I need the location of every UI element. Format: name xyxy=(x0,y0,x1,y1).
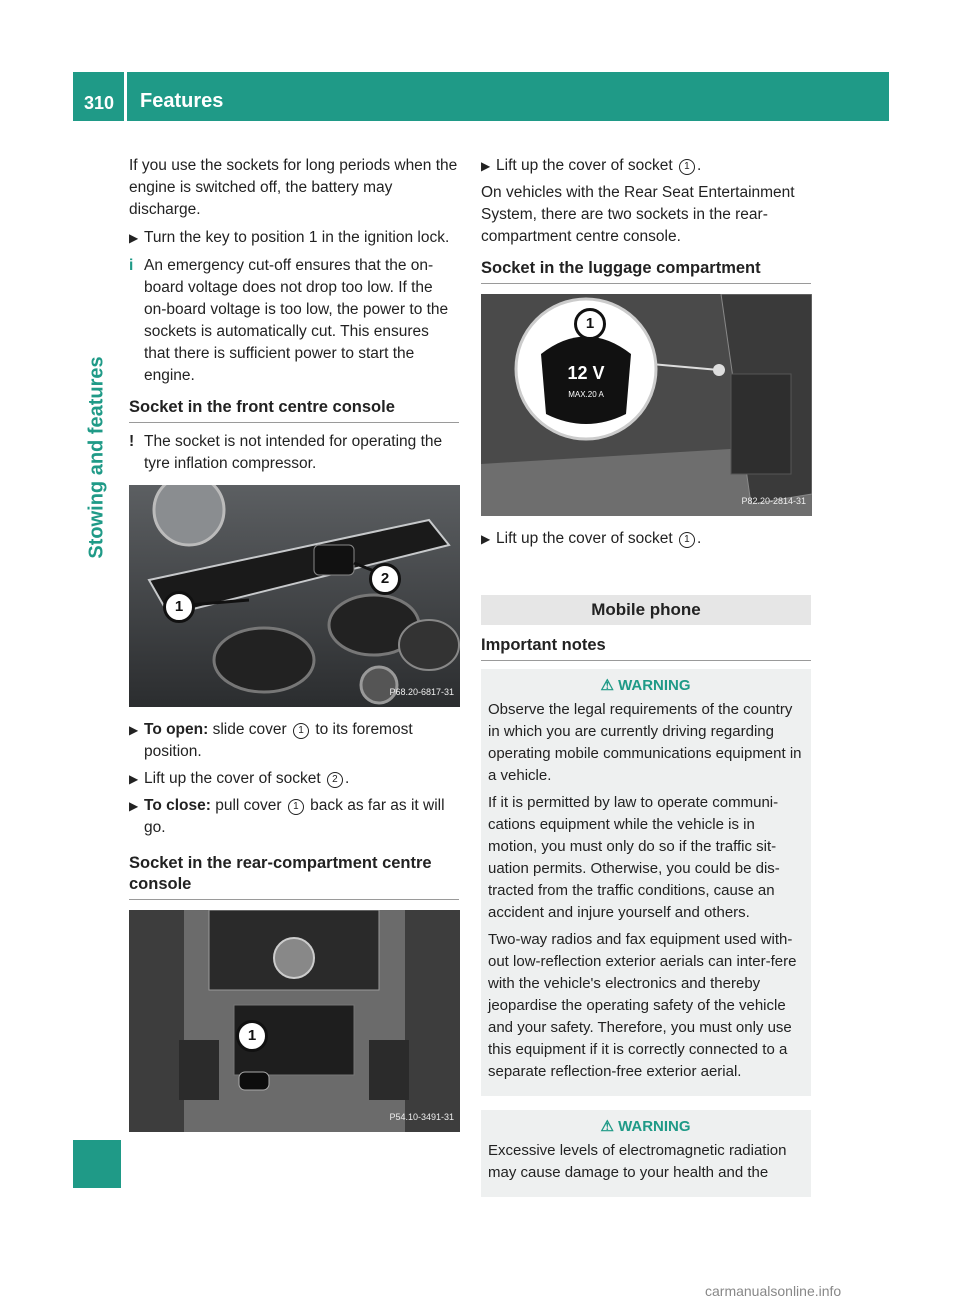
step-close-text2: back as far as it will go. xyxy=(144,797,445,836)
footer-url: carmanualsonline.info xyxy=(705,1283,842,1299)
callout-1: 1 xyxy=(236,1020,268,1052)
warning-paragraph: If it is permitted by law to operate communi-cations equipment while the vehicle is in motion, you must only do so if the traffic sit-uation permits. Otherwise, you could be dis-tracted from the traffic conditions, cause an accident and injure yourself and others. xyxy=(488,794,780,921)
step-arrow-icon: ▶ xyxy=(481,159,491,173)
circled-1-icon: 1 xyxy=(288,799,304,815)
header-divider xyxy=(124,72,127,121)
circled-1-icon: 1 xyxy=(679,532,695,548)
step-lift-socket-1-bottom: ▶ Lift up the cover of socket 1 . xyxy=(481,528,811,550)
circled-1-icon: 1 xyxy=(679,159,695,175)
step-close-label: To close: xyxy=(144,797,211,814)
step-open-text2: to its foremost position. xyxy=(144,721,413,760)
step-open-label: To open: xyxy=(144,721,209,738)
step-arrow-icon: ▶ xyxy=(129,723,139,737)
info-note-text: An emergency cut-off ensures that the on-board voltage does not drop too low. If the on-board voltage is too low, the power to the sockets is automatically cut. This ensures that there is sufficient power to start the engine. xyxy=(144,257,449,384)
step-lift-text: Lift up the cover of socket xyxy=(144,770,321,787)
warning-title xyxy=(488,1116,803,1138)
warning-paragraph: Observe the legal requirements of the country in which you are currently driving regarding operating mobile communications equipment in a vehicle. xyxy=(488,701,802,784)
step-turn-key xyxy=(129,227,459,249)
luggage-illustration xyxy=(481,294,812,516)
step-lift-socket-1-top: ▶ Lift up the cover of socket 1 . xyxy=(481,155,811,177)
warning-box-1 xyxy=(481,669,811,1096)
callout-1: 1 xyxy=(574,308,606,340)
heading-rear-console: Socket in the rear-compartment centre console xyxy=(129,853,459,900)
step-arrow-icon: ▶ xyxy=(129,799,139,813)
step-close-text: pull cover xyxy=(215,797,282,814)
warning-triangle-icon: ⚠ xyxy=(600,677,614,694)
figure-code: P54.10-3491-31 xyxy=(389,1112,454,1122)
figure-code: P68.20-6817-31 xyxy=(389,687,454,697)
rse-text: On vehicles with the Rear Seat Entertainment System, there are two sockets in the rear-compartment centre console. xyxy=(481,184,795,245)
warning-triangle-icon: ⚠ xyxy=(600,1118,614,1135)
step-lift-socket-2: ▶ Lift up the cover of socket 2 . xyxy=(129,768,459,790)
caution-note xyxy=(129,431,459,475)
step-arrow-icon: ▶ xyxy=(129,231,139,245)
warning-title-text: WARNING xyxy=(618,1118,691,1135)
heading-important-notes: Important notes xyxy=(481,635,811,661)
step-text: Turn the key to position 1 in the ignition lock. xyxy=(144,229,450,246)
figure-rear-console xyxy=(129,910,460,1132)
socket-sublabel: MAX.20 A xyxy=(568,390,604,399)
heading-front-console: Socket in the front centre console xyxy=(129,397,459,423)
socket-label: 12 V xyxy=(567,363,605,383)
info-icon: i xyxy=(129,257,134,274)
step-lift-text: Lift up the cover of socket xyxy=(496,530,673,547)
warning-paragraph: Two-way radios and fax equipment used with-out low-reflection exterior aerials can inter-fere with the vehicle's electronics and thereby jeopardise the operating safety of the vehicle and your safety. Therefore, you must only use this equipment if it is correctly connected to a separate reflection-free exterior aerial. xyxy=(488,931,797,1080)
step-lift-text: Lift up the cover of socket xyxy=(496,157,673,174)
warning-paragraph: Excessive levels of electromagnetic radiation may cause damage to your health and the xyxy=(488,1142,787,1181)
step-open xyxy=(129,719,459,763)
side-tab xyxy=(73,322,121,592)
caution-note-text: The socket is not intended for operating the tyre inflation compressor. xyxy=(144,433,443,472)
figure-code: P82.20-2814-31 xyxy=(741,496,806,506)
figure-front-console xyxy=(129,485,460,707)
left-column xyxy=(129,155,459,1144)
step-open-text: slide cover xyxy=(212,721,287,738)
figure-luggage xyxy=(481,294,812,516)
warning-title xyxy=(488,675,803,697)
circled-1-icon: 1 xyxy=(293,723,309,739)
right-column xyxy=(481,155,811,1209)
info-note xyxy=(129,255,459,387)
warning-box-2 xyxy=(481,1110,811,1197)
circled-2-icon: 2 xyxy=(327,772,343,788)
heading-luggage: Socket in the luggage compartment xyxy=(481,258,811,284)
section-mobile-phone: Mobile phone xyxy=(481,595,811,625)
rear-console-illustration xyxy=(129,910,460,1132)
callout-2: 2 xyxy=(369,563,401,595)
exclamation-icon: ! xyxy=(129,433,135,450)
side-tab-marker xyxy=(73,1140,121,1188)
intro-text: If you use the sockets for long periods when the engine is switched off, the battery may discharge. xyxy=(129,157,458,218)
side-tab-label: Stowing and features xyxy=(85,355,108,559)
callout-1: 1 xyxy=(163,591,195,623)
page-title: Features xyxy=(140,90,224,112)
step-arrow-icon: ▶ xyxy=(481,532,491,546)
step-close xyxy=(129,795,459,839)
step-arrow-icon: ▶ xyxy=(129,772,139,786)
page-number: 310 xyxy=(84,93,115,113)
warning-title-text: WARNING xyxy=(618,677,691,694)
